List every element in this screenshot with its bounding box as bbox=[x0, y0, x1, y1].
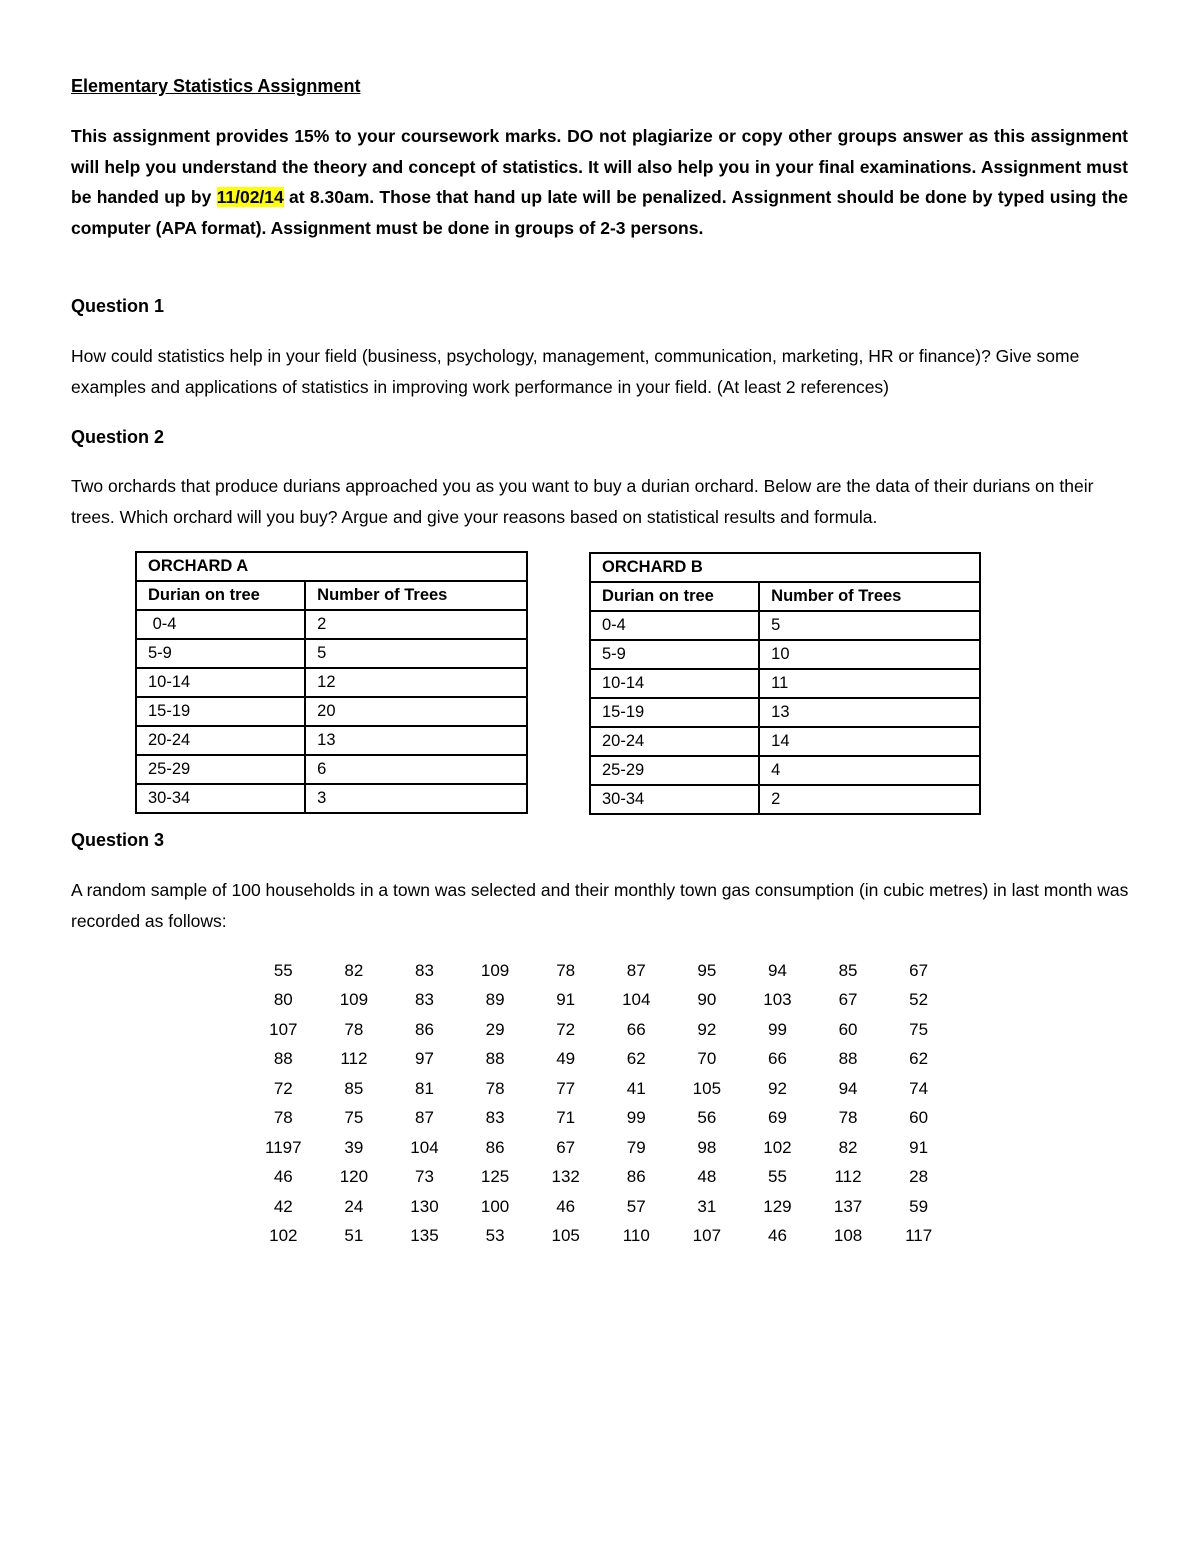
data-cell: 105 bbox=[551, 1226, 580, 1246]
data-cell: 91 bbox=[556, 990, 576, 1010]
tree-count-cell: 6 bbox=[305, 755, 527, 784]
data-cell: 60 bbox=[909, 1108, 929, 1128]
data-cell: 74 bbox=[909, 1078, 929, 1098]
data-cell: 129 bbox=[763, 1196, 792, 1216]
data-cell: 88 bbox=[273, 1049, 293, 1069]
data-row bbox=[248, 1074, 954, 1104]
data-row bbox=[248, 1045, 954, 1075]
data-cell: 28 bbox=[909, 1167, 929, 1187]
data-row bbox=[248, 1015, 954, 1045]
data-cell: 103 bbox=[763, 990, 792, 1010]
durian-range-cell: 15-19 bbox=[590, 698, 759, 727]
orchard-row bbox=[136, 610, 527, 639]
data-cell: 125 bbox=[480, 1167, 510, 1187]
durian-range-cell: 0-4 bbox=[590, 611, 759, 640]
orchard-a-title-row bbox=[136, 552, 527, 581]
gas-consumption-table bbox=[248, 956, 954, 1251]
data-cell: 75 bbox=[909, 1019, 929, 1039]
data-cell: 66 bbox=[767, 1049, 787, 1069]
orchard-row bbox=[136, 726, 527, 755]
data-cell: 77 bbox=[556, 1078, 576, 1098]
data-cell: 67 bbox=[909, 960, 929, 980]
data-cell: 86 bbox=[485, 1137, 505, 1157]
tree-count-cell: 11 bbox=[759, 669, 980, 698]
question-2-text: Two orchards that produce durians approached you as you want to buy a durian orchard. Below are the data of their durians on their trees. Which orchard will you buy? Argue and give your reasons based on statistical results and formula. bbox=[71, 476, 1094, 527]
orchard-row bbox=[136, 755, 527, 784]
durian-range-cell: 5-9 bbox=[136, 639, 305, 668]
data-cell: 75 bbox=[344, 1108, 364, 1128]
data-cell: 29 bbox=[485, 1019, 505, 1039]
durian-range-cell: 5-9 bbox=[590, 640, 759, 669]
tree-count-cell: 10 bbox=[759, 640, 980, 669]
data-cell: 78 bbox=[556, 960, 576, 980]
data-cell: 24 bbox=[344, 1196, 364, 1216]
data-cell: 87 bbox=[415, 1108, 434, 1128]
durian-range-cell: 15-19 bbox=[136, 697, 305, 726]
data-cell: 132 bbox=[551, 1167, 580, 1187]
due-date-highlight: 11/02/14 bbox=[216, 187, 284, 207]
data-cell: 80 bbox=[273, 990, 293, 1010]
orchard-a-header-row bbox=[136, 581, 527, 610]
data-cell: 107 bbox=[269, 1019, 298, 1039]
data-cell: 71 bbox=[556, 1108, 576, 1128]
data-cell: 109 bbox=[480, 960, 510, 980]
data-cell: 85 bbox=[344, 1078, 364, 1098]
data-cell: 120 bbox=[339, 1167, 369, 1187]
data-row bbox=[248, 1163, 954, 1193]
durian-range-cell: 10-14 bbox=[590, 669, 759, 698]
data-cell: 55 bbox=[767, 1167, 787, 1187]
data-cell: 99 bbox=[767, 1019, 787, 1039]
orchard-a-table bbox=[135, 551, 528, 814]
data-cell: 39 bbox=[344, 1137, 364, 1157]
data-cell: 55 bbox=[273, 960, 293, 980]
data-cell: 110 bbox=[622, 1226, 650, 1246]
data-cell: 82 bbox=[344, 960, 364, 980]
durian-range-cell: 25-29 bbox=[136, 755, 305, 784]
intro-paragraph bbox=[71, 121, 1128, 243]
data-cell: 90 bbox=[697, 990, 717, 1010]
data-cell: 89 bbox=[485, 990, 505, 1010]
data-cell: 107 bbox=[692, 1226, 722, 1246]
data-cell: 102 bbox=[763, 1137, 792, 1157]
data-cell: 41 bbox=[626, 1078, 646, 1098]
data-cell: 104 bbox=[410, 1137, 439, 1157]
data-cell: 78 bbox=[485, 1078, 505, 1098]
data-cell: 85 bbox=[838, 960, 858, 980]
data-row bbox=[248, 1133, 954, 1163]
data-row bbox=[248, 956, 954, 986]
document-title: Elementary Statistics Assignment bbox=[71, 76, 361, 96]
data-cell: 51 bbox=[344, 1226, 364, 1246]
data-cell: 88 bbox=[485, 1049, 505, 1069]
data-cell: 117 bbox=[905, 1226, 933, 1246]
data-cell: 112 bbox=[834, 1167, 862, 1187]
orchard-row bbox=[590, 698, 980, 727]
question-1-heading: Question 1 bbox=[71, 296, 165, 316]
data-cell: 78 bbox=[273, 1108, 293, 1128]
data-cell: 73 bbox=[415, 1167, 434, 1187]
orchard-row bbox=[590, 727, 980, 756]
data-cell: 46 bbox=[556, 1196, 576, 1216]
question-3-text: A random sample of 100 households in a town was selected and their monthly town gas consumption (in cubic metres) in last month was recorded as follows: bbox=[71, 880, 1129, 931]
data-cell: 46 bbox=[767, 1226, 787, 1246]
data-cell: 86 bbox=[626, 1167, 646, 1187]
question-1-text: How could statistics help in your field (business, psychology, management, communication, marketing, HR or finance)? Give some examples and applications of statistics in improving work performance in your field. (At least 2 references) bbox=[71, 346, 1080, 397]
data-cell: 87 bbox=[626, 960, 646, 980]
data-row bbox=[248, 1104, 954, 1134]
data-cell: 95 bbox=[697, 960, 717, 980]
intro-text-2: at 8.30am. Those that hand up late will be penalized. Assignment should be done by typed using the computer (APA format). Assignment must be done in groups of 2-3 persons. bbox=[71, 187, 1128, 238]
data-cell: 97 bbox=[415, 1049, 434, 1069]
orchard-a-col1-header: Durian on tree bbox=[136, 581, 305, 610]
data-row bbox=[248, 986, 954, 1016]
data-cell: 78 bbox=[344, 1019, 364, 1039]
orchard-b-col1-header: Durian on tree bbox=[590, 582, 759, 611]
orchard-row bbox=[136, 697, 527, 726]
data-cell: 98 bbox=[697, 1137, 717, 1157]
data-cell: 83 bbox=[415, 960, 434, 980]
data-cell: 57 bbox=[626, 1196, 646, 1216]
orchard-b-title-row bbox=[590, 553, 980, 582]
data-cell: 67 bbox=[838, 990, 858, 1010]
data-cell: 137 bbox=[833, 1196, 863, 1216]
data-cell: 56 bbox=[697, 1108, 717, 1128]
tree-count-cell: 13 bbox=[759, 698, 980, 727]
data-cell: 104 bbox=[622, 990, 651, 1010]
data-cell: 92 bbox=[697, 1019, 717, 1039]
data-cell: 94 bbox=[838, 1078, 858, 1098]
orchard-row bbox=[136, 668, 527, 697]
data-cell: 66 bbox=[626, 1019, 646, 1039]
data-cell: 82 bbox=[838, 1137, 858, 1157]
durian-range-cell: 20-24 bbox=[590, 727, 759, 756]
durian-range-cell: 0-4 bbox=[136, 610, 305, 639]
data-cell: 112 bbox=[340, 1049, 368, 1069]
tree-count-cell: 5 bbox=[305, 639, 527, 668]
tree-count-cell: 20 bbox=[305, 697, 527, 726]
tree-count-cell: 4 bbox=[759, 756, 980, 785]
orchard-b-table bbox=[589, 552, 981, 815]
durian-range-cell: 30-34 bbox=[590, 785, 759, 814]
data-cell: 1197 bbox=[265, 1137, 302, 1157]
orchard-a-title: ORCHARD A bbox=[136, 552, 527, 581]
tree-count-cell: 2 bbox=[759, 785, 980, 814]
orchard-a-col2-header: Number of Trees bbox=[305, 581, 527, 610]
data-cell: 48 bbox=[697, 1167, 717, 1187]
orchard-row bbox=[590, 640, 980, 669]
data-cell: 102 bbox=[269, 1226, 298, 1246]
data-cell: 70 bbox=[697, 1049, 717, 1069]
data-cell: 109 bbox=[339, 990, 369, 1010]
orchard-row bbox=[136, 639, 527, 668]
data-cell: 91 bbox=[909, 1137, 929, 1157]
data-row bbox=[248, 1222, 954, 1252]
data-cell: 60 bbox=[838, 1019, 858, 1039]
data-cell: 100 bbox=[480, 1196, 510, 1216]
question-3-heading: Question 3 bbox=[71, 830, 165, 850]
durian-range-cell: 25-29 bbox=[590, 756, 759, 785]
data-cell: 52 bbox=[909, 990, 929, 1010]
data-cell: 59 bbox=[909, 1196, 929, 1216]
durian-range-cell: 20-24 bbox=[136, 726, 305, 755]
data-cell: 46 bbox=[273, 1167, 293, 1187]
data-cell: 94 bbox=[767, 960, 787, 980]
data-cell: 108 bbox=[833, 1226, 863, 1246]
data-cell: 72 bbox=[273, 1078, 293, 1098]
orchard-row bbox=[590, 785, 980, 814]
data-cell: 67 bbox=[556, 1137, 576, 1157]
data-cell: 83 bbox=[415, 990, 434, 1010]
intro-text-1: This assignment provides 15% to your coursework marks. DO not plagiarize or copy other groups answer as this assignment will help you understand the theory and concept of statistics. It will also help you in your final examinations. Assignment must be handed up by bbox=[71, 126, 1128, 207]
data-cell: 130 bbox=[410, 1196, 439, 1216]
data-cell: 79 bbox=[626, 1137, 646, 1157]
data-cell: 92 bbox=[767, 1078, 787, 1098]
tree-count-cell: 3 bbox=[305, 784, 527, 813]
data-cell: 135 bbox=[410, 1226, 439, 1246]
data-cell: 88 bbox=[838, 1049, 858, 1069]
tree-count-cell: 14 bbox=[759, 727, 980, 756]
orchard-row bbox=[590, 756, 980, 785]
data-row bbox=[248, 1192, 954, 1222]
durian-range-cell: 30-34 bbox=[136, 784, 305, 813]
orchard-row bbox=[590, 669, 980, 698]
data-cell: 69 bbox=[767, 1108, 787, 1128]
data-cell: 53 bbox=[485, 1226, 505, 1246]
tree-count-cell: 5 bbox=[759, 611, 980, 640]
data-cell: 86 bbox=[415, 1019, 434, 1039]
data-cell: 81 bbox=[415, 1078, 434, 1098]
tree-count-cell: 2 bbox=[305, 610, 527, 639]
orchard-b-title: ORCHARD B bbox=[590, 553, 980, 582]
orchard-b-col2-header: Number of Trees bbox=[759, 582, 980, 611]
orchard-b-header-row bbox=[590, 582, 980, 611]
data-cell: 83 bbox=[485, 1108, 505, 1128]
data-cell: 49 bbox=[556, 1049, 576, 1069]
orchard-row bbox=[136, 784, 527, 813]
durian-range-cell: 10-14 bbox=[136, 668, 305, 697]
orchard-row bbox=[590, 611, 980, 640]
data-cell: 42 bbox=[273, 1196, 293, 1216]
data-cell: 105 bbox=[692, 1078, 722, 1098]
data-cell: 72 bbox=[556, 1019, 576, 1039]
data-cell: 31 bbox=[697, 1196, 717, 1216]
data-cell: 78 bbox=[838, 1108, 858, 1128]
data-cell: 99 bbox=[626, 1108, 646, 1128]
question-2-heading: Question 2 bbox=[71, 427, 165, 447]
tree-count-cell: 12 bbox=[305, 668, 527, 697]
data-cell: 62 bbox=[909, 1049, 929, 1069]
tree-count-cell: 13 bbox=[305, 726, 527, 755]
data-cell: 62 bbox=[626, 1049, 646, 1069]
